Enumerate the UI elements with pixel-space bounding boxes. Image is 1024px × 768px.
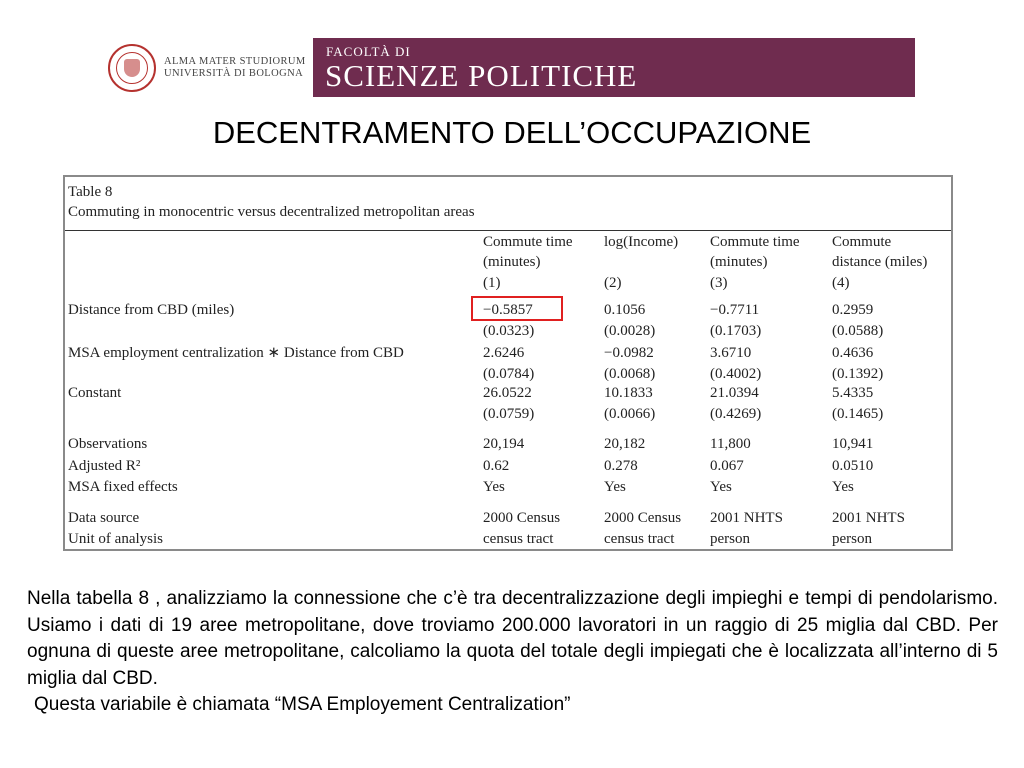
university-seal-icon <box>108 44 156 92</box>
table-cell: 3.6710 <box>710 345 752 361</box>
column-header-line2: (minutes) <box>483 254 541 270</box>
table-cell: 5.4335 <box>832 385 874 401</box>
table-cell: 0.0510 <box>832 458 874 474</box>
table-cell: Yes <box>483 479 505 495</box>
table-cell: 20,182 <box>604 436 646 452</box>
column-header-number: (3) <box>710 275 728 291</box>
university-name <box>164 56 306 80</box>
table-caption-title: Commuting in monocentric versus decentralized metropolitan areas <box>68 204 475 220</box>
table-cell: 0.1056 <box>604 302 646 318</box>
table-cell: 2000 Census <box>483 510 561 526</box>
table-cell: (0.1465) <box>832 406 884 422</box>
table-cell: 2001 NHTS <box>710 510 783 526</box>
row-label: MSA employment centralization ∗ Distance from CBD <box>68 345 404 361</box>
table-cell: 20,194 <box>483 436 525 452</box>
table-cell: census tract <box>604 531 675 547</box>
table-cell: (0.0323) <box>483 323 535 339</box>
table-cell: 2000 Census <box>604 510 682 526</box>
table-cell: (0.0784) <box>483 366 535 382</box>
table-cell: (0.1703) <box>710 323 762 339</box>
table-cell: person <box>710 531 750 547</box>
university-name-line2: UNIVERSITÀ DI BOLOGNA <box>164 68 304 79</box>
table-cell: 26.0522 <box>483 385 532 401</box>
table-cell: (0.0759) <box>483 406 535 422</box>
column-header-line1: Commute time <box>710 234 800 250</box>
row-label: MSA fixed effects <box>68 479 178 495</box>
row-label: Adjusted R² <box>68 458 141 474</box>
faculty-banner <box>313 38 915 97</box>
table-cell: −0.5857 <box>483 302 533 318</box>
table-cell: Yes <box>832 479 854 495</box>
column-header-line1: log(Income) <box>604 234 679 250</box>
university-logo <box>108 44 313 96</box>
body-text <box>27 586 998 719</box>
body-paragraph: Nella tabella 8 , analizziamo la connessione che c’è tra decentralizzazione degli impieghi e tempi di pendolarismo. Usiamo i dati di 19 aree metropolitane, dove troviamo 200.000 lavoratori in un raggio di 25 miglia dal CBD. Per ognuna di queste aree metropolitane, calcoliamo la quota del totale degli impiegati che è localizzata all’interno di 5 miglia dal CBD. <box>27 588 998 689</box>
table-cell: −0.0982 <box>604 345 654 361</box>
table-cell: 10,941 <box>832 436 874 452</box>
table-cell: 2.6246 <box>483 345 525 361</box>
row-label: Data source <box>68 510 140 526</box>
column-header-line2: distance (miles) <box>832 254 928 270</box>
faculty-banner-line2: SCIENZE POLITICHE <box>325 58 638 93</box>
row-label: Unit of analysis <box>68 531 163 547</box>
table-cell: census tract <box>483 531 554 547</box>
table-cell: 0.278 <box>604 458 638 474</box>
column-header-number: (1) <box>483 275 501 291</box>
column-header-line2: (minutes) <box>710 254 768 270</box>
table-cell: (0.0066) <box>604 406 656 422</box>
table-cell: 0.4636 <box>832 345 874 361</box>
table-cell: 0.62 <box>483 458 510 474</box>
row-label: Constant <box>68 385 122 401</box>
table-cell: 2001 NHTS <box>832 510 905 526</box>
table-cell: 0.2959 <box>832 302 874 318</box>
column-header-line1: Commute time <box>483 234 573 250</box>
table-cell: (0.0588) <box>832 323 884 339</box>
column-header-number: (2) <box>604 275 622 291</box>
column-header-line1: Commute <box>832 234 892 250</box>
column-header-number: (4) <box>832 275 850 291</box>
faculty-banner-line1: FACOLTÀ DI <box>326 44 411 59</box>
table-cell: (0.4002) <box>710 366 762 382</box>
table-cell: 0.067 <box>710 458 744 474</box>
row-label: Observations <box>68 436 148 452</box>
row-label: Distance from CBD (miles) <box>68 302 235 318</box>
table-cell: (0.4269) <box>710 406 762 422</box>
table-cell: (0.1392) <box>832 366 884 382</box>
regression-table <box>63 175 953 551</box>
table-cell: Yes <box>604 479 626 495</box>
table-cell: (0.0068) <box>604 366 656 382</box>
table-cell: 11,800 <box>710 436 751 452</box>
body-paragraph-2: Questa variabile è chiamata “MSA Employement Centralization” <box>34 694 571 715</box>
table-cell: −0.7711 <box>710 302 760 318</box>
table-cell: person <box>832 531 872 547</box>
university-name-line1: ALMA MATER STUDIORUM <box>164 56 306 67</box>
table-cell: Yes <box>710 479 732 495</box>
table-caption <box>68 182 475 222</box>
table-cell: 10.1833 <box>604 385 653 401</box>
slide-title: DECENTRAMENTO DELL’OCCUPAZIONE <box>212 115 812 150</box>
table-cell: 21.0394 <box>710 385 759 401</box>
table-caption-number: Table 8 <box>68 184 113 200</box>
table-rule <box>65 230 951 231</box>
table-cell: (0.0028) <box>604 323 656 339</box>
